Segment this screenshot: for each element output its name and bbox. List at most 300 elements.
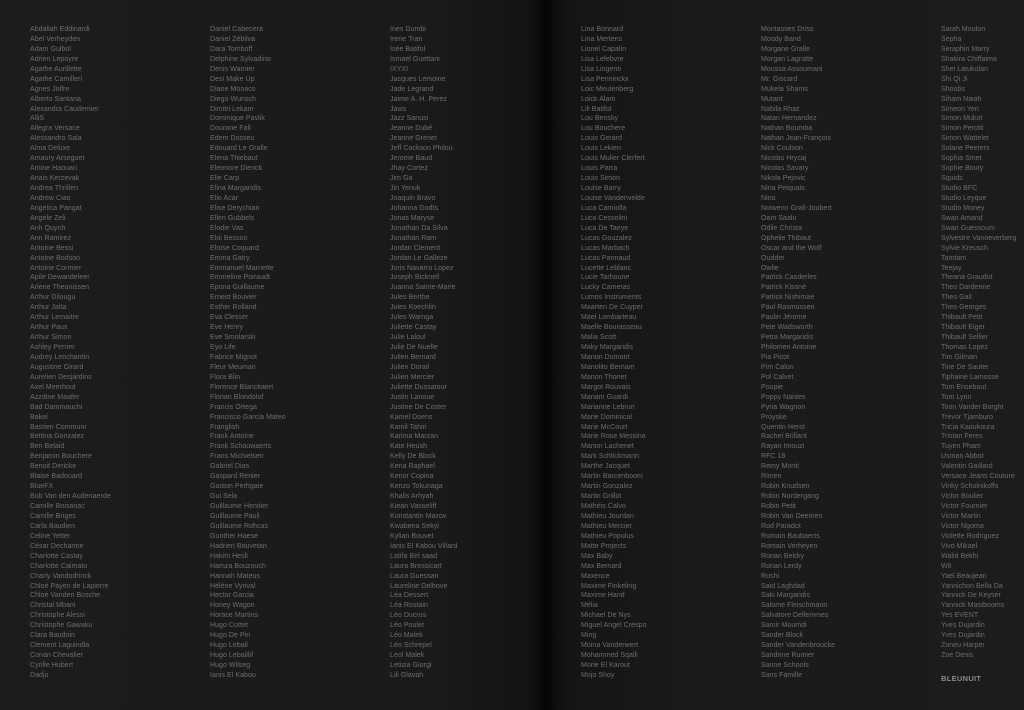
credit-name: Lili Batifol bbox=[581, 105, 612, 113]
credit-name: Simon Mukot bbox=[941, 115, 983, 123]
credit-name: Yannichon Bella Da bbox=[941, 582, 1003, 590]
credit-name: Gunther Haese bbox=[210, 532, 259, 540]
credit-name: Juliette Castay bbox=[390, 324, 437, 332]
credit-name: Mojo Shoy bbox=[581, 671, 615, 679]
credit-name: Lou Bouchere bbox=[581, 125, 626, 133]
credit-name: Carla Baudien bbox=[30, 522, 76, 530]
credit-name: Cyrille Hubert bbox=[30, 662, 74, 669]
credit-name: Simon Perotti bbox=[941, 125, 984, 133]
credit-name: Laura Guessan bbox=[390, 572, 439, 580]
credit-name: Arthur Jalta bbox=[30, 304, 67, 312]
credit-name: Léo Schrepel bbox=[390, 642, 432, 650]
credit-name: Studio Leyque bbox=[941, 194, 987, 202]
credit-name: Khalis Arhyah bbox=[390, 493, 434, 501]
credit-name: Antoine Bessi bbox=[30, 244, 74, 252]
credit-name: Manon Dumont bbox=[581, 353, 630, 361]
credit-name: Gui Sela bbox=[210, 493, 238, 501]
credits-column-1 bbox=[30, 25, 111, 681]
credit-name: Benjamin Bouchere bbox=[30, 453, 92, 461]
credit-name: Maky Margaridis bbox=[581, 344, 634, 351]
credit-name: Maxime Finkeling bbox=[581, 582, 637, 590]
credit-name: Sylvie Kreusch bbox=[941, 244, 988, 252]
credit-name: Sanne Schools bbox=[761, 662, 809, 669]
credit-name: Louis Parra bbox=[581, 165, 618, 173]
credit-name: Simeon Yen bbox=[941, 105, 979, 113]
credit-name: Aurelien Desjardins bbox=[30, 373, 92, 381]
credit-name: Lili Glavah bbox=[390, 671, 424, 679]
credit-name: Kenzo Tokunaga bbox=[390, 483, 443, 491]
credit-name: Chloé Vanden Bosche bbox=[30, 592, 101, 600]
credit-name: Daniel Zébilva bbox=[210, 35, 256, 43]
credit-name: Hugo Lebail bbox=[210, 642, 248, 650]
credits-column-5 bbox=[761, 25, 835, 681]
credit-name: Thibault Eiger bbox=[941, 324, 985, 332]
credit-name: Toon Vander Borght bbox=[941, 403, 1004, 411]
credit-name: Blaise Badouard bbox=[30, 473, 83, 481]
credit-name: Alexandra Caudemier bbox=[30, 105, 99, 113]
credit-name: Moody Band bbox=[761, 35, 801, 43]
credit-name: Ianis El Kabou Villard bbox=[390, 542, 458, 550]
credit-name: Florian Blondolof bbox=[210, 393, 264, 401]
credit-name: Léo Malek bbox=[390, 632, 423, 640]
credit-name: Moina Vanderwert bbox=[581, 642, 639, 650]
credit-name: Petra Margaridis bbox=[761, 334, 814, 342]
credit-name: Léo Ducros bbox=[390, 612, 427, 620]
credit-name: Lina Mertens bbox=[581, 35, 623, 43]
credit-name: Augustine Girard bbox=[30, 363, 84, 371]
bleunuit-signature: BLEUNUIT bbox=[941, 674, 982, 683]
credit-name: Walid Bekhi bbox=[941, 552, 979, 560]
credit-name: Ellen Gubbels bbox=[210, 214, 255, 222]
credit-name: Robin Van Deemen bbox=[761, 512, 823, 520]
credit-name: Poppy Nantes bbox=[761, 393, 806, 401]
credit-name: Jules Berthe bbox=[390, 294, 430, 302]
credit-name: Anais Kerzevak bbox=[30, 175, 80, 183]
credit-name: Elio Acar bbox=[210, 194, 239, 202]
credit-name: Manon Thonet bbox=[581, 373, 627, 381]
credit-name: Jin Yenuk bbox=[390, 185, 421, 192]
credit-name: Nina Peiquais bbox=[761, 185, 805, 192]
credit-name: Allegra Versace bbox=[30, 125, 80, 133]
credit-name: Sander Block bbox=[761, 632, 804, 640]
credit-name: Emmeline Poiraudt bbox=[210, 274, 270, 282]
credit-name: Shei Latukolan bbox=[941, 65, 989, 73]
credit-name: Delphine Sylvadino bbox=[210, 55, 271, 63]
credit-name: Jeanne Dubé bbox=[390, 125, 433, 133]
credit-name: Usman Abbot bbox=[941, 453, 984, 461]
credit-name: Lisa Lefebvre bbox=[581, 55, 624, 63]
credit-name: Moussa Assoumani bbox=[761, 65, 823, 73]
credit-name: Audrey Lenchantin bbox=[30, 353, 90, 361]
credit-name: César Decharme bbox=[30, 542, 84, 550]
credit-name: Maelle Bourasseau bbox=[581, 324, 642, 332]
credit-name: Alessandro Sala bbox=[30, 135, 82, 143]
credit-name: Marthe Jacquet bbox=[581, 463, 630, 471]
credit-name: Theo Georges bbox=[941, 304, 987, 312]
credit-name: Abel Verheyden bbox=[30, 35, 81, 43]
credit-name: Salvatore Dellemmes bbox=[761, 612, 829, 620]
credit-name: Ben Belaid bbox=[30, 443, 65, 451]
credit-name: Hélène Vyrival bbox=[210, 582, 256, 590]
credit-name: Mutant bbox=[761, 95, 783, 103]
credit-name: Antoine Cormier bbox=[30, 264, 82, 272]
credit-name: Joseph Bicknell bbox=[390, 274, 440, 282]
credits-column-3 bbox=[390, 25, 458, 681]
credit-name: Victor Fournier bbox=[941, 503, 988, 510]
credit-name: Manolito Bernam bbox=[581, 363, 635, 371]
credit-name: Louis Gerard bbox=[581, 135, 623, 143]
credit-name: Pia Picot bbox=[761, 353, 790, 361]
credit-name: Jordan Le Galleze bbox=[390, 254, 448, 262]
credit-name: Celine Yetter bbox=[30, 532, 71, 540]
credit-name: Quentin Herol bbox=[761, 423, 805, 431]
credit-name: Luca Cessolini bbox=[581, 214, 628, 222]
credit-name: Tim Gilman bbox=[941, 353, 978, 361]
credit-name: Dominique Pavlik bbox=[210, 115, 265, 123]
credit-name: Tiphaine Lamosse bbox=[941, 373, 999, 381]
credit-name: Pete Wadsworth bbox=[761, 324, 813, 332]
credits-column-6 bbox=[941, 25, 1016, 661]
credit-name: Christophe Gawaku bbox=[30, 622, 93, 630]
credit-name: Tine De Sauter bbox=[941, 363, 989, 371]
credit-name: Franglish bbox=[210, 423, 240, 431]
credit-name: Konstantin Mazov bbox=[390, 512, 447, 520]
credit-name: Adam Gulbol bbox=[30, 45, 72, 53]
credit-name: Daniel Cabecera bbox=[210, 26, 263, 33]
credit-name: Edouard Le Gralle bbox=[210, 145, 268, 153]
credit-name: Arthur Simon bbox=[30, 334, 72, 342]
credit-name: Ines Dumbi bbox=[390, 26, 426, 33]
credit-name: Christophe Alessi bbox=[30, 612, 85, 620]
credit-name: Ianis El Kabou bbox=[210, 671, 256, 679]
credit-name: Matte Projects bbox=[581, 542, 627, 550]
credit-name: Kena Raphael bbox=[390, 463, 435, 471]
credit-name: Angelica Pangat bbox=[30, 204, 82, 212]
credit-name: Hector Garcia bbox=[210, 592, 254, 600]
credit-name: Florence Blanckaert bbox=[210, 383, 274, 391]
credit-name: Sander Vandenbroucke bbox=[761, 642, 836, 650]
credit-name: Siham Naiah bbox=[941, 95, 982, 103]
credit-name: Agathe Camilleri bbox=[30, 75, 83, 83]
credit-name: Bakel bbox=[30, 413, 48, 421]
credit-name: Natan Hernandez bbox=[761, 115, 817, 123]
credit-name: Charly Vandodrinck bbox=[30, 572, 92, 580]
credit-name: Mohammed Sqalli bbox=[581, 652, 638, 660]
credit-name: Morie El Karout bbox=[581, 662, 630, 669]
credit-name: Morgan Lagrotte bbox=[761, 55, 814, 63]
credit-name: Jules Koechlin bbox=[390, 304, 436, 312]
credit-name: Johanna Godts bbox=[390, 204, 439, 212]
credit-name: Samir Moumdi bbox=[761, 622, 807, 630]
credit-name: Louis Lekien bbox=[581, 145, 621, 153]
credit-name: Julien Mercier bbox=[390, 373, 435, 381]
credit-name: Julie De Nuelle bbox=[390, 344, 438, 351]
credit-name: Yannick Mastbooms bbox=[941, 602, 1005, 610]
credit-name: Vinky Scholnikoffs bbox=[941, 483, 999, 491]
credit-name: Pyria Wagnon bbox=[761, 403, 806, 411]
credit-name: Arthur Dilougu bbox=[30, 294, 76, 302]
credit-name: Yannick De Keyser bbox=[941, 592, 1001, 600]
credit-name: Martin Gonzalez bbox=[581, 483, 633, 491]
credit-name: Mathieu Populus bbox=[581, 532, 634, 540]
credit-name: Juanna Sainte-Marie bbox=[390, 284, 456, 292]
credit-name: Fleur Meuman bbox=[210, 363, 256, 371]
credit-name: Sophia Smet bbox=[941, 155, 982, 163]
credit-name: Shi Qi Ji bbox=[941, 75, 968, 83]
credit-name: Laureline Delhove bbox=[390, 582, 448, 590]
credit-name: Antoine Bodson bbox=[30, 254, 81, 262]
credit-name: Azzdine Maafer bbox=[30, 393, 80, 401]
credit-name: Epona Guillaume bbox=[210, 284, 265, 292]
credit-name: Ming bbox=[581, 632, 597, 640]
credit-name: Jonathan Da Silva bbox=[390, 224, 448, 232]
credit-name: Kelly De Block bbox=[390, 453, 436, 461]
credit-name: Eloïse Coquard bbox=[210, 244, 259, 252]
credit-name: Jules Warnga bbox=[390, 314, 434, 322]
credit-name: Eve Smolarski bbox=[210, 334, 256, 342]
credit-name: Elise Derychian bbox=[210, 204, 260, 212]
credit-name: Margot Rouvais bbox=[581, 383, 631, 391]
credit-name: Justine De Coster bbox=[390, 403, 447, 411]
credit-name: Solane Peeters bbox=[941, 145, 990, 153]
credit-name: Proyske bbox=[761, 413, 787, 421]
credit-name: Amaury Arseguet bbox=[30, 155, 85, 163]
credit-name: Kate Heush bbox=[390, 443, 428, 451]
credit-name: Ernest Bouvier bbox=[210, 294, 257, 302]
credit-name: Luca De Taeye bbox=[581, 224, 629, 232]
credit-name: Valentin Gaillard bbox=[941, 463, 993, 471]
credit-name: Mélia bbox=[581, 602, 598, 610]
credit-name: Tamtam bbox=[941, 254, 967, 262]
credit-name: Seraphin Marry bbox=[941, 45, 990, 53]
credit-name: Swan Guessoum bbox=[941, 224, 995, 232]
credit-name: Maxence bbox=[581, 572, 610, 580]
credit-name: Jade Legrand bbox=[390, 85, 434, 93]
credit-name: Trevor Tjamburo bbox=[941, 413, 994, 421]
credit-name: Chloé Payen de Lapierre bbox=[30, 582, 109, 590]
credit-name: Andrew Ciao bbox=[30, 194, 71, 202]
credit-name: Nabila Rhaz bbox=[761, 105, 800, 113]
credit-name: Kiean Vasseliff bbox=[390, 503, 437, 510]
credit-name: Eloi Besson bbox=[210, 234, 248, 242]
credit-name: Max Baby bbox=[581, 552, 613, 560]
credit-name: Francisco García Mateo bbox=[210, 413, 286, 421]
credit-name: Martin Grillot bbox=[581, 493, 622, 501]
credit-name: Elie Carp bbox=[210, 175, 240, 183]
credit-name: Yves Dujardin bbox=[941, 632, 985, 640]
credit-name: Diane Monaco bbox=[210, 85, 256, 93]
credit-name: Arthur Lemaitre bbox=[30, 314, 79, 322]
credit-name: Kamil Tahiri bbox=[390, 423, 427, 431]
credit-name: Kamel Doens bbox=[390, 413, 433, 421]
credit-name: Elodie Vas bbox=[210, 224, 244, 232]
credit-name: Alma Deluxe bbox=[30, 145, 71, 153]
credit-name: Marie Rose Messina bbox=[581, 433, 646, 441]
credit-name: Jeanne Grenet bbox=[390, 135, 437, 143]
credit-name: Benoit Dericke bbox=[30, 463, 77, 471]
credit-name: Mariam Guardi bbox=[581, 393, 628, 401]
credit-name: Horace Martins bbox=[210, 612, 259, 620]
credit-name: Clara Baudoin bbox=[30, 632, 76, 640]
credit-name: Zoneu Harper bbox=[941, 642, 985, 650]
credit-name: Justin Lanoue bbox=[390, 393, 435, 401]
credit-name: Irene Tran bbox=[390, 35, 423, 43]
credit-name: AlliS bbox=[30, 115, 45, 123]
credit-name: Bad Dammauchi bbox=[30, 403, 83, 411]
credit-name: Eleonore Dierick bbox=[210, 165, 263, 173]
credit-name: Gaspard Renier bbox=[210, 473, 261, 481]
credit-name: Wit bbox=[941, 562, 952, 570]
credit-name: Karima Marzan bbox=[390, 433, 439, 441]
credit-name: Alberto Santana bbox=[30, 95, 81, 103]
credit-name: Guillaume Pauli bbox=[210, 512, 260, 520]
credit-name: Owlie bbox=[761, 264, 779, 272]
credit-name: Lucas Gouzalez bbox=[581, 234, 632, 242]
credit-name: Paul Rasmussen bbox=[761, 304, 815, 312]
credit-name: Ann Ramirez bbox=[30, 234, 72, 242]
credit-name: IXYXI bbox=[390, 65, 409, 73]
credit-name: Emma Gatry bbox=[210, 254, 250, 262]
credit-name: Juliette Dussatour bbox=[390, 383, 447, 391]
credit-name: Dara Tomboff bbox=[210, 45, 253, 53]
credit-name: Louis Simon bbox=[581, 175, 621, 183]
credit-name: Luca Carniolla bbox=[581, 204, 627, 212]
credit-name: Eve Henry bbox=[210, 324, 244, 332]
credit-name: Leol Malek bbox=[390, 652, 425, 660]
credit-name: Louis Mulier Clerfert bbox=[581, 155, 645, 163]
credit-name: Nino bbox=[761, 194, 776, 202]
credit-name: Paulin Jérome bbox=[761, 314, 807, 322]
credit-name: Hugo Lebaillif bbox=[210, 652, 254, 660]
credit-name: Martin Barcenboom bbox=[581, 473, 643, 481]
credit-name: Ronan Beldry bbox=[761, 552, 805, 560]
credits-column-2 bbox=[210, 25, 286, 681]
credit-name: Violette Rodriguez bbox=[941, 532, 999, 540]
credit-name: Sylvestre Vanoeverberg bbox=[941, 234, 1017, 242]
credit-name: Frank Antoine bbox=[210, 433, 254, 441]
credit-name: Kylian Bouvet bbox=[390, 532, 434, 540]
credit-name: Ronan Lerdy bbox=[761, 562, 802, 570]
credit-name: Charlotte Caimato bbox=[30, 562, 88, 570]
credit-name: Simon Wattelet bbox=[941, 135, 989, 143]
credit-name: Christal Mbani bbox=[30, 602, 76, 610]
credit-name: Guillaume Rohcas bbox=[210, 522, 268, 530]
credit-name: Camille Boisanac bbox=[30, 503, 85, 510]
credit-name: Lucky Cameras bbox=[581, 284, 631, 292]
credit-name: Julien Bernard bbox=[390, 353, 436, 361]
credit-name: Remy Monti bbox=[761, 463, 799, 471]
credit-name: Agathe Aurillette bbox=[30, 65, 82, 73]
credit-name: Loic Meulenberg bbox=[581, 85, 634, 93]
credit-name: Mael Lombarteau bbox=[581, 314, 637, 322]
credit-name: Bastien Communi bbox=[30, 423, 86, 431]
credit-name: Tristan Feres bbox=[941, 433, 983, 441]
credit-name: Camille Briges bbox=[30, 512, 76, 520]
credit-name: Rayan Imouzi bbox=[761, 443, 805, 451]
credit-name: Patrick Nishimae bbox=[761, 294, 815, 302]
credit-name: Bettina Gonzalez bbox=[30, 433, 85, 441]
credit-name: Lou Bensky bbox=[581, 115, 619, 123]
credit-name: Swan Amand bbox=[941, 214, 983, 222]
credit-name: Dimitri Lekam bbox=[210, 105, 254, 113]
credit-name: Lucas Pannaud bbox=[581, 254, 631, 262]
credit-name: Desi Make Up bbox=[210, 75, 255, 83]
credit-name: Nathan Boumba bbox=[761, 125, 813, 133]
credit-name: Julie Laloul bbox=[390, 334, 426, 342]
credit-name: Léo Poulet bbox=[390, 622, 424, 630]
credit-name: Joaquin Bravo bbox=[390, 194, 436, 202]
credit-name: Tuyen Pham bbox=[941, 443, 981, 451]
credit-name: Ismael Guettani bbox=[390, 55, 440, 63]
credit-name: Joris Navarro Lopez bbox=[390, 264, 454, 272]
credit-name: Zoe Denis bbox=[941, 652, 974, 660]
credit-name: Marie Dominical bbox=[581, 413, 632, 421]
credit-name: Elena Thiebaut bbox=[210, 155, 258, 163]
credit-name: Guillaume Henitier bbox=[210, 503, 269, 510]
credit-name: Mathieu Mercier bbox=[581, 522, 632, 530]
credit-name: Louise Barry bbox=[581, 185, 621, 192]
credit-name: Poupie bbox=[761, 383, 784, 391]
credit-name: Marianne Lebrun bbox=[581, 403, 635, 411]
credit-name: Jhay Cortez bbox=[390, 165, 428, 173]
credit-name: Sandrine Rumier bbox=[761, 652, 815, 660]
credit-name: Jim Ga bbox=[390, 175, 413, 183]
credit-name: Tricia Kaoukoura bbox=[941, 423, 995, 431]
credit-name: BlueFX bbox=[30, 483, 54, 491]
credit-name: Lucas Marbach bbox=[581, 244, 630, 252]
credit-name: Lucette Leblanc bbox=[581, 264, 632, 272]
credit-name: Hugo Cottet bbox=[210, 622, 248, 630]
credit-name: Ophelie Thibaut bbox=[761, 234, 812, 242]
credit-name: Yves Dujardin bbox=[941, 622, 985, 630]
credit-name: Denis Warnier bbox=[210, 65, 255, 73]
credit-name: Sophie Bouty bbox=[941, 165, 984, 173]
credit-name: Robin Knudsen bbox=[761, 483, 810, 491]
credit-name: Mathéis Calvo bbox=[581, 503, 627, 510]
credit-name: Rimen bbox=[761, 473, 782, 481]
credit-name: Sarah Moulon bbox=[941, 26, 986, 33]
credit-name: Laura Bressicart bbox=[390, 562, 442, 570]
credit-name: Theo Dardenne bbox=[941, 284, 991, 292]
credit-name: Lionel Capalin bbox=[581, 45, 627, 53]
credit-name: Francis Ortega bbox=[210, 403, 257, 411]
credit-name: Kwabena Sekyi bbox=[390, 522, 439, 530]
credit-name: Sepha bbox=[941, 35, 962, 43]
credit-name: Michael De Nys bbox=[581, 612, 631, 620]
credit-name: Jonas Maryse bbox=[390, 214, 435, 222]
credit-name: Thibault Sellier bbox=[941, 334, 989, 342]
credit-name: Montasses Driss bbox=[761, 26, 814, 33]
credit-name: Lisa Penninckx bbox=[581, 75, 629, 83]
credit-name: Jonathan Ram bbox=[390, 234, 437, 242]
credit-name: Versace Jeans Couture bbox=[941, 473, 1015, 481]
credit-name: Lisa Lingenti bbox=[581, 65, 621, 73]
credit-name: Thomas Lopez bbox=[941, 344, 988, 351]
credit-name: Morgane Gralle bbox=[761, 45, 810, 53]
credit-name: Miguel Angel Crespo bbox=[581, 622, 647, 630]
credit-name: Patrick Casderles bbox=[761, 274, 817, 282]
credit-name: Yael Beaujean bbox=[941, 572, 987, 580]
credit-name: Lumos Instruments bbox=[581, 294, 642, 302]
credit-name: Anh Quynh bbox=[30, 224, 66, 232]
credit-name: Frank Schouwaerts bbox=[210, 443, 272, 451]
credit-name: Clement Laguindla bbox=[30, 642, 90, 650]
credit-name: Oam Saalu bbox=[761, 214, 797, 222]
credit-name: Shoobs bbox=[941, 85, 966, 93]
credit-name: Marie McCourt bbox=[581, 423, 628, 431]
credit-name: Charlotte Castay bbox=[30, 552, 83, 560]
credit-name: Loick Alam bbox=[581, 95, 616, 103]
